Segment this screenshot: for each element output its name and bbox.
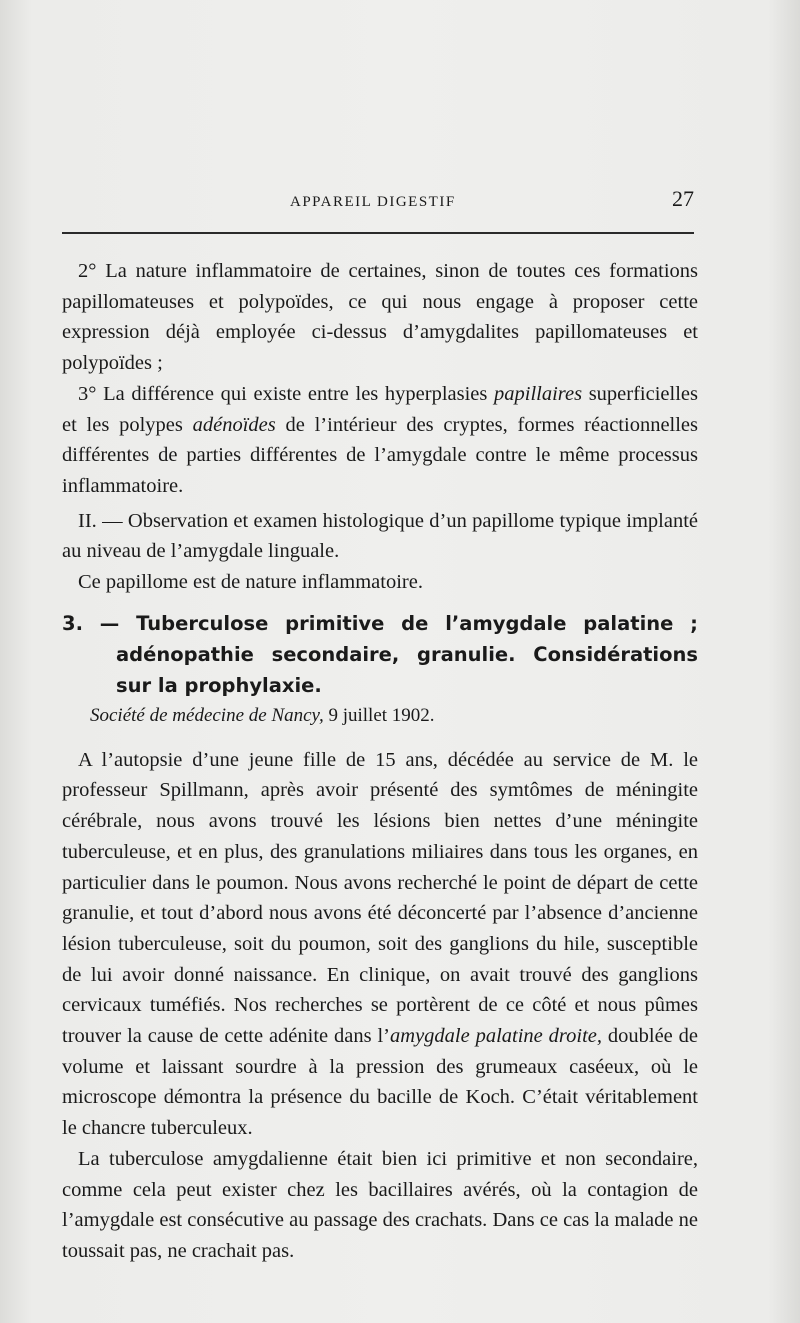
section-3-citation [62, 701, 698, 731]
point-3 [62, 379, 698, 502]
citation-source: Société de médecine de Nancy, [90, 704, 324, 726]
observation-conclusion: Ce papillome est de nature inflammatoire. [78, 571, 423, 594]
running-title: APPAREIL DIGESTIF [290, 194, 456, 210]
page-header [62, 186, 698, 220]
header-rule [62, 232, 694, 234]
point-3-tail: de l’intérieur des cryptes, formes réactionnelles différentes de parties différentes de l’amygdale contre le même processus inflammatoire. [62, 413, 699, 497]
point-2: 2° La nature inflammatoire de certaines, sinon de toutes ces formations papillomateuses et polypoïdes, ce qui nous engage à proposer cette expression déjà employée ci-dessus d’amygdalites papillomateuses et polypoïdes ; [62, 260, 698, 375]
autopsy-paragraph [62, 745, 698, 1144]
autopsy-text-end: doublée de volume et laissant sourdre à la pression des grumeaux caséeux, où le microscope démontra la présence du bacille de Koch. C’était véritablement le chancre tuberculeux. [62, 1025, 699, 1140]
page-number: 27 [672, 186, 694, 211]
autopsy-emphasis: amygdale palatine droite, [390, 1025, 602, 1048]
page-body [62, 256, 698, 1267]
point-3-em-papillaires: papillaires [494, 382, 583, 405]
point-3-mid: superficielles et les polypes [62, 382, 698, 436]
section-3-heading: 3. — Tuberculose primitive de l’amygdale palatine ; adénopathie secondaire, granulie. Considérations sur la prophylaxie. [62, 611, 698, 697]
closing-paragraph: La tuberculose amygdalienne était bien ici primitive et non secondaire, comme cela peut exister chez les bacillaires avérés, où la contagion de l’amygdale est consécutive au passage des crachats. Dans ce cas la malade ne toussait pas, ne crachait pas. [62, 1147, 698, 1262]
autopsy-text-start: A l’autopsie d’une jeune fille de 15 ans, décédée au service de M. le professeur Spillmann, après avoir présenté des symtômes de méningite cérébrale, nous avons trouvé les lésions bien nettes d’une méningite tuberculeuse, et en plus, des granulations miliaires dans tous les organes, en particulier dans le poumon. Nous avons recherché le point de départ de cette granulie, et tout d’abord nous avons été déconcerté par l’absence d’ancienne lésion tuberculeuse, soit du poumon, soit des ganglions du hile, susceptible de lui avoir donné naissance. En clinique, on avait trouvé des ganglions cervicaux tuméfiés. Nos recherches se portèrent de ce côté et nous pûmes trouver la cause de cette adénite dans l’ [62, 748, 698, 1048]
observation-paragraph: II. — Observation et examen histologique d’un papillome typique implanté au niveau de l’amygdale linguale. [62, 509, 698, 563]
point-3-em-adenoides: adénoïdes [192, 413, 276, 436]
point-3-lead: 3° La différence qui existe entre les hyperplasies [78, 382, 494, 405]
citation-date: 9 juillet 1902. [323, 704, 435, 726]
